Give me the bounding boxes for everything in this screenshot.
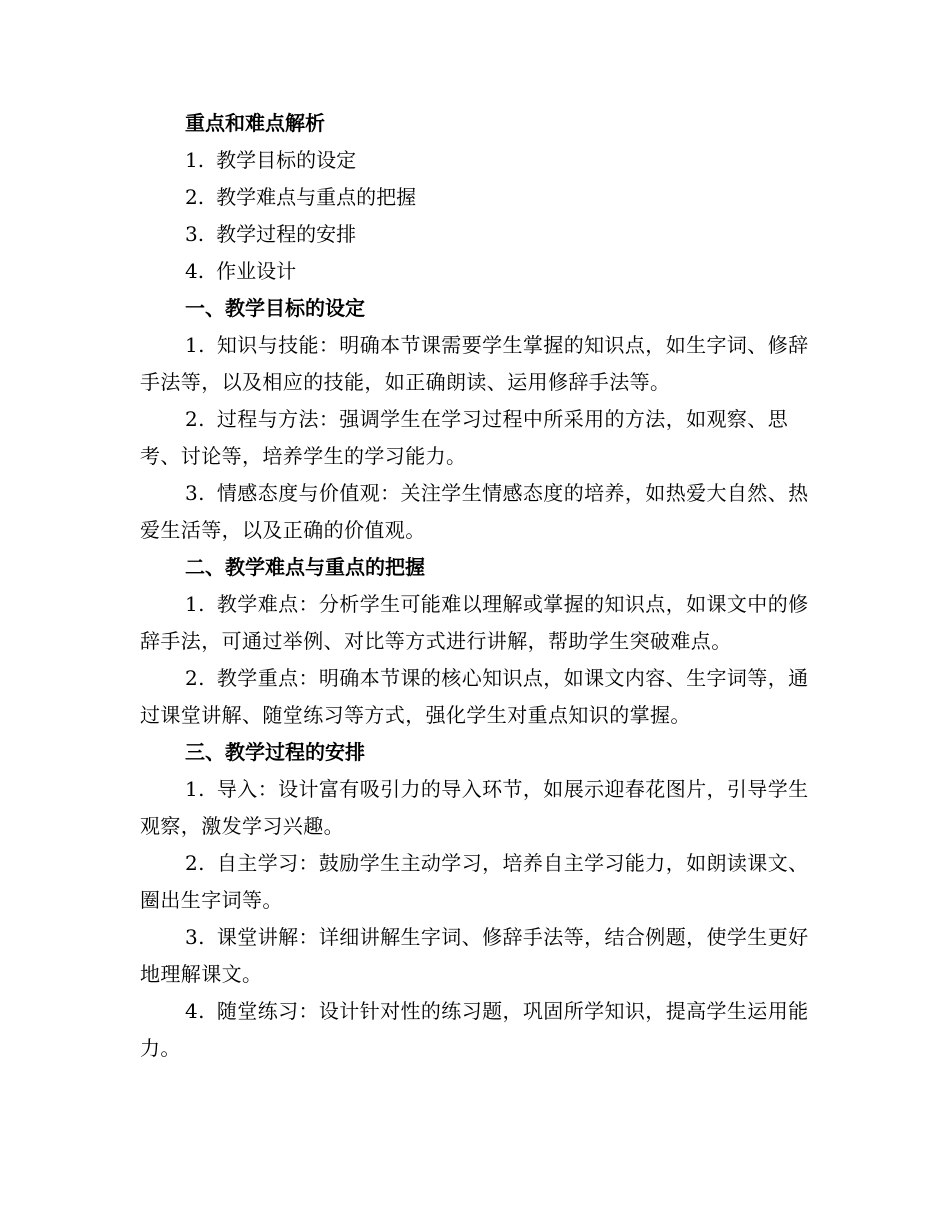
section-paragraph [140, 586, 815, 660]
section-paragraph [140, 660, 815, 734]
paragraph-number: 1. [185, 777, 205, 801]
paragraph-text: 情感态度与价值观：关注学生情感态度的培养，如热爱大自然、热爱生活等，以及正确的价值观。 [140, 481, 809, 542]
section-teaching-goals [140, 290, 815, 549]
toc-item-number: 1. [185, 148, 205, 172]
toc-item-number: 3. [185, 222, 205, 246]
paragraph-number: 3. [185, 481, 205, 505]
paragraph-number: 4. [185, 999, 205, 1023]
paragraph-number: 1. [185, 333, 205, 357]
paragraph-number: 1. [185, 592, 205, 616]
toc-item-text: 教学目标的设定 [216, 148, 357, 172]
paragraph-number: 2. [185, 666, 205, 690]
paragraph-number: 3. [185, 925, 205, 949]
section-heading: 二、教学难点与重点的把握 [185, 555, 425, 579]
toc-item [140, 179, 815, 216]
toc-item-text: 教学过程的安排 [216, 222, 357, 246]
toc-item [140, 142, 815, 179]
section-paragraph [140, 401, 815, 475]
toc-item-number: 2. [185, 185, 205, 209]
paragraph-text: 自主学习：鼓励学生主动学习，培养自主学习能力，如朗读课文、圈出生字词等。 [140, 851, 809, 912]
section-paragraph [140, 475, 815, 549]
paragraph-number: 2. [185, 407, 205, 431]
paragraph-text: 随堂练习：设计针对性的练习题，巩固所学知识，提高学生运用能力。 [140, 999, 809, 1060]
paragraph-text: 教学重点：明确本节课的核心知识点，如课文内容、生字词等，通过课堂讲解、随堂练习等方式，强化学生对重点知识的掌握。 [140, 666, 809, 727]
table-of-contents [140, 142, 815, 290]
paragraph-number: 2. [185, 851, 205, 875]
section-paragraph [140, 919, 815, 993]
paragraph-text: 过程与方法：强调学生在学习过程中所采用的方法，如观察、思考、讨论等，培养学生的学习能力。 [140, 407, 789, 468]
paragraph-text: 导入：设计富有吸引力的导入环节，如展示迎春花图片，引导学生观察，激发学习兴趣。 [140, 777, 809, 838]
toc-item-text: 教学难点与重点的把握 [216, 185, 417, 209]
section-heading: 三、教学过程的安排 [185, 740, 365, 764]
toc-item [140, 216, 815, 253]
document-page [140, 105, 815, 1067]
toc-item-number: 4. [185, 259, 205, 283]
toc-item-text: 作业设计 [216, 259, 297, 283]
paragraph-text: 课堂讲解：详细讲解生字词、修辞手法等，结合例题，使学生更好地理解课文。 [140, 925, 809, 986]
toc-item [140, 253, 815, 290]
section-paragraph [140, 327, 815, 401]
section-paragraph [140, 845, 815, 919]
paragraph-text: 教学难点：分析学生可能难以理解或掌握的知识点，如课文中的修辞手法，可通过举例、对比等方式进行讲解，帮助学生突破难点。 [140, 592, 809, 653]
section-paragraph [140, 993, 815, 1067]
section-teaching-process [140, 734, 815, 1067]
section-paragraph [140, 771, 815, 845]
paragraph-text: 知识与技能：明确本节课需要学生掌握的知识点，如生字词、修辞手法等，以及相应的技能，如正确朗读、运用修辞手法等。 [140, 333, 809, 394]
section-heading: 一、教学目标的设定 [185, 296, 365, 320]
section-difficulties-and-key-points [140, 549, 815, 734]
document-title: 重点和难点解析 [185, 111, 325, 135]
